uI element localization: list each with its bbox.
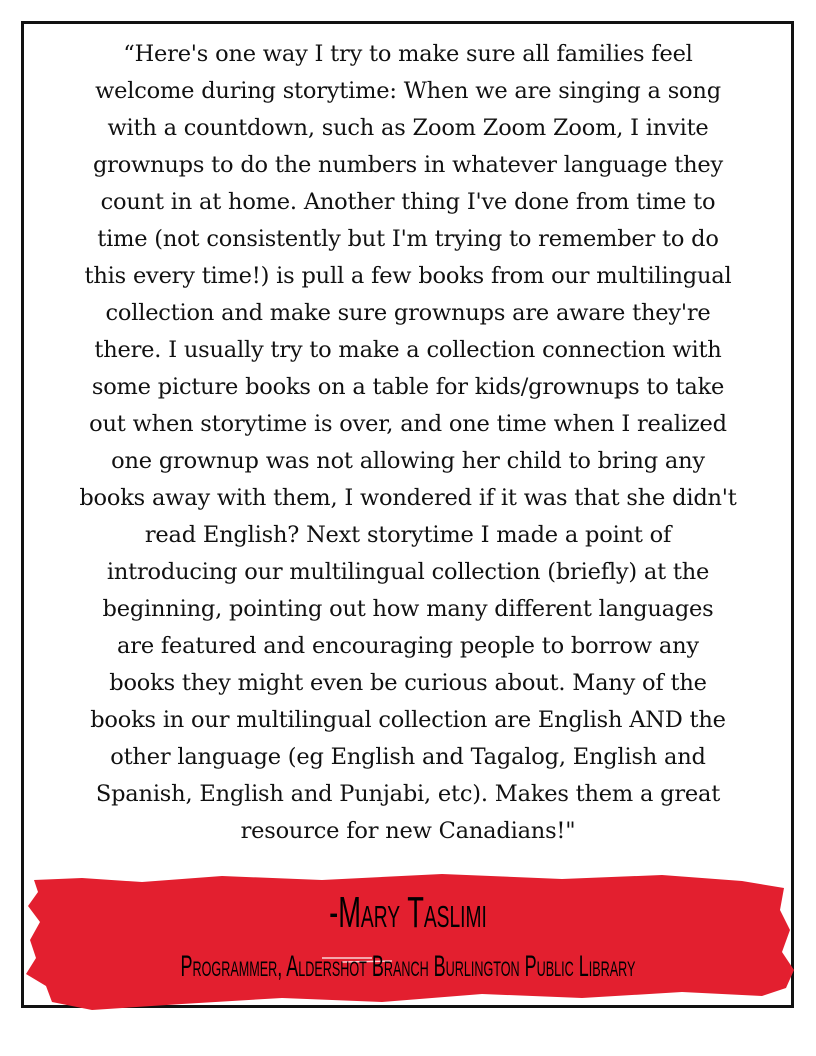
quote-text bbox=[0, 36, 816, 850]
quote-line: are featured and encouraging people to borrow any bbox=[117, 633, 699, 659]
quote-line: with a countdown, such as Zoom Zoom Zoom, I invite bbox=[107, 115, 709, 141]
quote-line: count in at home. Another thing I've done from time to bbox=[100, 189, 716, 215]
attribution-role: Programmer, Aldershot Branch Burlington Public Library bbox=[180, 950, 636, 983]
quote-line: time (not consistently but I'm trying to remember to do bbox=[97, 226, 719, 252]
quote-line: other language (eg English and Tagalog, English and bbox=[110, 744, 706, 770]
quote-line: grownups to do the numbers in whatever language they bbox=[92, 152, 724, 178]
attribution-name: -Mary Taslimi bbox=[329, 888, 487, 937]
quote-line: resource for new Canadians!" bbox=[240, 818, 576, 844]
quote-line: read English? Next storytime I made a point of bbox=[144, 522, 672, 548]
quote-line: Spanish, English and Punjabi, etc). Makes them a great bbox=[95, 781, 721, 807]
quote-line: collection and make sure grownups are aware they're bbox=[105, 300, 711, 326]
quote-line: out when storytime is over, and one time when I realized bbox=[89, 411, 727, 437]
quote-line: introducing our multilingual collection (briefly) at the bbox=[106, 559, 710, 585]
quote-line: “Here's one way I try to make sure all families feel bbox=[123, 41, 693, 67]
quote-line: some picture books on a table for kids/grownups to take bbox=[91, 374, 725, 400]
quote-line: there. I usually try to make a collection connection with bbox=[94, 337, 722, 363]
quote-line: this every time!) is pull a few books from our multilingual bbox=[84, 263, 732, 289]
quote-line: books they might even be curious about. Many of the bbox=[109, 670, 707, 696]
quote-line: beginning, pointing out how many different languages bbox=[102, 596, 714, 622]
quote-line: one grownup was not allowing her child to bring any bbox=[111, 448, 705, 474]
quote-line: welcome during storytime: When we are singing a song bbox=[95, 78, 721, 104]
quote-line: books away with them, I wondered if it was that she didn't bbox=[79, 485, 737, 511]
quote-line: books in our multilingual collection are English AND the bbox=[90, 707, 726, 733]
